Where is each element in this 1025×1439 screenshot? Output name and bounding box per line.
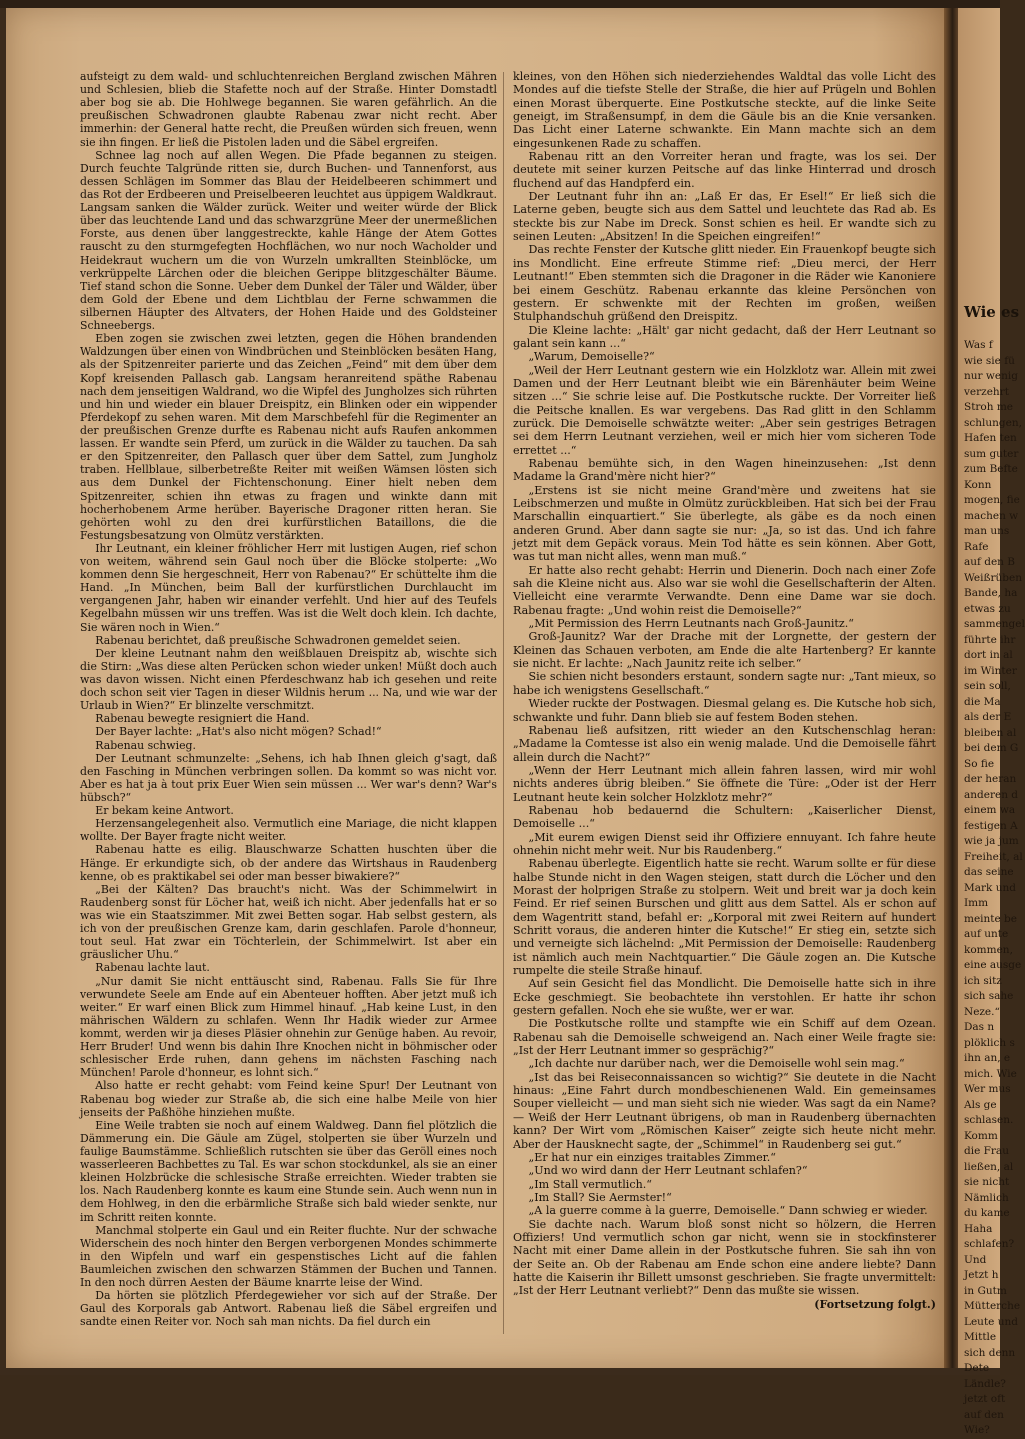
- next-page-line: die Ma: [964, 695, 1001, 708]
- next-page-line: eine ausge: [964, 959, 1022, 971]
- paragraph: „Mit Permission des Herrn Leutnants nach Groß-Jaunitz.“: [528, 617, 854, 631]
- paragraph: Ihr Leutnant, ein kleiner fröhlicher Herr mit lustigen Augen, rief schon von weitem, während sein Gaul noch über die Blöcke stolperte: „Wo kommen denn Sie hergeschneit, Herr von Rabenau?“ Er schüttelte ihm die Hand. „In München, beim Ball der kurfürstlichen Durchlaucht im vergangenen Jahr, haben wir einander verfehlt. Und hier auf des Teufels Kegelbahn müssen wir uns treffen. Was ist die Welt doch klein. Ich dachte, Sie wären noch in Wien.“: [80, 541, 497, 634]
- next-page-line: sich denn: [964, 1346, 1016, 1359]
- paragraph: „Im Stall vermutlich.“: [528, 1177, 652, 1191]
- next-page-line: Nämlich: [964, 1191, 1009, 1204]
- next-page-line: auf den B: [964, 556, 1015, 568]
- next-page-line: Neze.“: [964, 1005, 1000, 1018]
- next-page-line: verzehrt: [964, 385, 1009, 398]
- next-page-line: in Gutm: [964, 1284, 1007, 1297]
- paragraph: „Weil der Herr Leutnant gestern wie ein Holzklotz war. Allein mit zwei Damen und der Herr Leutnant bleibt wie ein Bärenhäuter beim Weine sitzen ...“ Sie schrie leise auf. Die Postkutsche ruckte. Der Vorreiter ließ die Peitsche knallen. Es war vergebens. Das Rad glitt in den Schlamm zurück. Die Demoiselle schwätzte weiter: „Aber sein gestriges Betragen sei dem Herrn Leutnant verziehen, weil er mich hier vom sicheren Tode errettet ...“: [513, 363, 936, 457]
- paragraph: Der Leutnant schmunzelte: „Sehens, ich hab Ihnen gleich g'sagt, daß den Fasching in München verbringen sollen. Da kommt so was nicht vor. Aber es hat ja à tout prix Euer Wien sein müssen ... Wer war's denn? War's hübsch?“: [80, 751, 497, 805]
- paragraph: Rabenau hob bedauernd die Schultern: „Kaiserlicher Dienst, Demoiselle ...“: [513, 803, 936, 831]
- next-page-line: die Frau: [964, 1145, 1009, 1157]
- next-page-line: plöklich s: [964, 1036, 1015, 1049]
- paragraph: Der kleine Leutnant nahm den weißblauen Dreispitz ab, wischte sich die Stirn: „Was diese alten Perücken schon wieder unken! Müßt doch auch was davon wissen. Nicht einen Pferdeschwanz hab ich gesehen und reite doch schon seit vier Tagen in dieser Wildnis herum ... Na, und wie war der Urlaub in Wien?“ Er blinzelte verschmitzt.: [80, 646, 497, 713]
- paragraph: Rabenau überlegte. Eigentlich hatte sie recht. Warum sollte er für diese halbe Stunde nicht in den Wagen steigen, statt durch die Löcher und den Morast der holprigen Straße zu stolpern. Weit und breit war ja doch kein Feind. Er rief seinen Burschen und glitt aus dem Sattel. Als er schon auf dem Wagentritt stand, befahl er: „Korporal mit zwei Reitern auf hundert Schritt voraus, die anderen hinter die Kutsche!“ Er stieg ein, setzte sich und verneigte sich lächelnd: „Mit Permission der Demoiselle: Raudenberg ist nämlich auch mein Nachtquartier.“ Die Gäule zogen an. Die Kutsche rumpelte die steile Straße hinauf.: [513, 857, 936, 978]
- right-column: [513, 70, 936, 1311]
- paragraph: „A la guerre comme à la guerre, Demoiselle.“ Dann schwieg er wieder.: [528, 1204, 928, 1218]
- paragraph: Rabenau schwieg.: [95, 738, 196, 752]
- next-page-line: Das n: [964, 1021, 995, 1033]
- next-page-line: Leute und: [964, 1315, 1018, 1328]
- paragraph: „Nur damit Sie nicht enttäuscht sind, Rabenau. Falls Sie für Ihre verwundete Seele am Ende auf ein Abenteuer hofften. Aber jetzt muß ich weiter.“ Er warf einen Blick zum Himmel hinauf. „Hab keine Lust, in den mährischen Wäldern zu schlafen. Wenn Ihr Hadik wieder zur Armee kommt, werden wir ja dieses Pläsier ohnehin zur Genüge haben. Au revoir, Herr Bruder! Und wenn bis dahin Ihre Knochen nicht in böhmischer oder schlesischer Erde ruhen, dann gehens im nächsten Fasching nach München! Parole d'honneur, es lohnt sich.“: [80, 974, 497, 1080]
- paragraph: Das rechte Fenster der Kutsche glitt nieder. Ein Frauenkopf beugte sich ins Mondlicht. Eine erfreute Stimme rief: „Dieu merci, der Herr Leutnant!“ Eben stemmten sich die Dragoner in die Räder wie Kanoniere bei einem Geschütz. Rabenau erkannte das kleine Persönchen von gestern. Er schwenkte mit der Rechten im großen, weißen Stulphandschuh grüßend den Dreispitz.: [513, 243, 936, 324]
- column-divider: [503, 72, 504, 1334]
- paragraph: Eben zogen sie zwischen zwei letzten, gegen die Höhen brandenden Waldzungen über einen von Windbrüchen und Steinblöcken besäten Hang, als der Spitzenreiter parierte und das Zeichen „Feind“ mit dem über dem Kopf kreisenden Pallasch gab. Langsam heranreitend späthe Rabenau nach dem jenseitigen Waldrand, wo die Wipfel des Jungholzes sich rührten und hin und wieder ein blauer Dreispitz, ein Blinken oder ein wippender Pferdekopf zu sehen waren. Mit dem Marschbefehl für die Regimenter an der preußischen Grenze durfte es Rabenau nicht aufs Raufen ankommen lassen. Er wandte sein Pferd, um zurück in die Wälder zu tauchen. Da sah er den Spitzenreiter, den Pallasch quer über dem Sattel, zum Jungholz traben. Hellblaue, silberbetreßte Reiter mit weißen Wämsen lösten sich aus dem Dunkel der Fichtenschonung. Einer hielt neben dem Spitzenreiter, schien ihn etwas zu fragen und winkte dann mit hocherhobenem Arme herüber. Bayerische Dragoner ritten heran. Sie gehörten wohl zu den drei kurfürstlichen Bataillons, die die Festungsbesatzung von Olmütz verstärkten.: [80, 332, 497, 542]
- next-page-line: führte ihr: [964, 633, 1016, 646]
- left-column: [80, 70, 497, 1329]
- next-page-line: Rafe: [964, 540, 989, 553]
- next-page-line: So fie: [964, 757, 995, 770]
- paragraph: Herzensangelegenheit also. Vermutlich eine Mariage, die nicht klappen wollte. Der Bayer fragte nicht weiter.: [80, 817, 497, 844]
- next-page-line: Freiheit, al: [964, 850, 1023, 863]
- next-page-heading: Wie es: [964, 303, 1020, 321]
- next-page-line: etwas zu: [964, 602, 1011, 615]
- next-page-line: jetzt oft: [964, 1393, 1006, 1405]
- next-page-line: wie ja jum: [964, 835, 1019, 847]
- next-page-line: ihn an, e: [964, 1052, 1011, 1064]
- next-page-line: einem wa: [964, 804, 1016, 816]
- paragraph: Die Postkutsche rollte und stampfte wie ein Schiff auf dem Ozean. Rabenau sah die Demoiselle schweigend an. Nach einer Weile fragte sie: „Ist der Herr Leutnant immer so gesprächig?“: [513, 1017, 936, 1058]
- next-page-line: Mittle: [964, 1331, 997, 1343]
- paragraph: „Bei der Kälten? Das braucht's nicht. Was der Schimmelwirt in Raudenberg sonst für Löcher hat, weiß ich nicht. Aber jedenfalls hat er so was wie ein Staatszimmer. Mit zwei Betten sogar. Hab selbst gestern, als ich von der preußischen Grenze kam, darin geschlafen. Parole d'honneur, tout seul. Hat zwar ein Töchterlein, der Schimmelwirt. Ist aber ein gräuslicher Uhu.“: [80, 882, 497, 962]
- next-page-line: mich. Wie: [964, 1067, 1017, 1080]
- next-page-line: als der E: [964, 711, 1012, 723]
- next-page-line: wie sie fü: [964, 354, 1015, 367]
- next-page-line: Dete: [964, 1362, 990, 1374]
- paragraph: Rabenau ritt an den Vorreiter heran und fragte, was los sei. Der deutete mit seiner kurzen Peitsche auf das linke Hinterrad und drosch fluchend auf das Handpferd ein.: [513, 150, 936, 190]
- next-page-line: schlungen,: [964, 416, 1022, 429]
- next-page-line: Wer mus: [964, 1083, 1011, 1095]
- next-page-line: mogen, fie: [964, 494, 1020, 506]
- paragraph: „Warum, Demoiselle?“: [528, 350, 655, 364]
- paragraph: aufsteigt zu dem wald- und schluchtenreichen Bergland zwischen Mähren und Schlesien, blieb die Stafette noch auf der Straße. Hinter Domstadtl aber bog sie ab. Die Hohlwege begannen. Sie waren gefährlich. An die preußischen Schwadronen glaubte Rabenau zwar nicht recht. Aber immerhin: der General hatte recht, die Preußen würden sich freuen, wenn sie ihn fingen. Er ließ die Pistolen laden und die Säbel ergreifen.: [80, 70, 497, 149]
- next-page-line: man uns: [964, 525, 1010, 537]
- paragraph: Rabenau bewegte resigniert die Hand.: [95, 712, 310, 726]
- next-page-line: bleiben al: [964, 726, 1017, 739]
- next-page-line: Hafen ten: [964, 432, 1017, 444]
- paragraph: Eine Weile trabten sie noch auf einem Waldweg. Dann fiel plötzlich die Dämmerung ein. Die Gäule am Zügel, stolperten sie über Wurzeln und faulige Baumstämme. Schließlich rutschten sie über das Geröll eines noch wasserleeren Bachbettes zu Tal. Es war schon stockdunkel, als sie an einer kleinen Holzbrücke die schlesische Straße erreichten. Wieder trabten sie los. Nach Raudenberg konnte es kaum eine Stunde sein. Auch wenn nun in dem Hohlweg, in den die erbärmliche Straße sich bald wieder senkte, nur im Schritt reiten konnte.: [80, 1118, 497, 1224]
- next-page-line: nur wenig: [964, 370, 1018, 382]
- next-page-line: sum guter: [964, 447, 1019, 460]
- paragraph: „Im Stall? Sie Aermster!“: [528, 1190, 672, 1204]
- paragraph: Er bekam keine Antwort.: [95, 804, 234, 818]
- paragraph: Die Kleine lachte: „Hält' gar nicht gedacht, daß der Herr Leutnant so galant sein kann ...“: [513, 323, 936, 350]
- paragraph: Der Bayer lachte: „Hat's also nicht mögen? Schad!“: [95, 725, 382, 739]
- next-page-line: der heran: [964, 773, 1017, 785]
- paragraph: Rabenau bemühte sich, in den Wagen hineinzusehen: „Ist denn Madame la Grand'mère nicht hier?“: [513, 456, 936, 484]
- paragraph: „Mit eurem ewigen Dienst seid ihr Offiziere ennuyant. Ich fahre heute ohnehin nicht mehr weit. Nur bis Raudenberg.“: [513, 830, 936, 857]
- next-page-line: meinte be: [964, 912, 1017, 925]
- next-page-line: sich sahe: [964, 990, 1014, 1002]
- next-page-line: Wie?: [964, 1424, 990, 1436]
- paragraph: Rabenau ließ aufsitzen, ritt wieder an den Kutschenschlag heran: „Madame la Comtesse ist also ein wenig malade. Und die Demoiselle fährt allein durch die Nacht?“: [513, 723, 936, 764]
- paragraph: „Ich dachte nur darüber nach, wer die Demoiselle wohl sein mag.“: [528, 1057, 905, 1071]
- paragraph: Manchmal stolperte ein Gaul und ein Reiter fluchte. Nur der schwache Widerschein des noch hinter den Bergen verborgenen Mondes schimmerte in den Wipfeln und warf ein gespenstisches Licht auf die fahlen Baumleichen zwischen den schwarzen Stämmen der Buchen und Tannen. In den noch dürren Aesten der Bäume knarrte leise der Wind.: [80, 1223, 497, 1290]
- next-page-line: du kame: [964, 1207, 1010, 1219]
- next-page-line: Als ge: [964, 1098, 997, 1111]
- paragraph: Rabenau lachte laut.: [95, 961, 210, 975]
- next-page-line: Ländle?: [964, 1377, 1006, 1390]
- paragraph: Schnee lag noch auf allen Wegen. Die Pfade begannen zu steigen. Durch feuchte Talgründe ritten sie, durch Buchen- und Tannenforst, aus dessen Schlägen im Sommer das Blau der Heidelbeeren schimmert und das Rot der Erdbeeren und Preiselbeeren leuchtet aus üppigem Waldkraut. Langsam sanken die Wälder zurück. Weiter und weiter würde der Blick über das leuchtende Land und das schwarzgrüne Meer der unermeßlichen Forste, aus denen über langgestreckte, kahle Hänge der Atem Gottes rauscht zu den sturmgefegten Hochflächen, wo nur noch Wacholder und Heidekraut wuchern um die von Wurzeln umkrallten Steinblöcke, um verkrüppelte Lärchen oder die bleichen Gerippe blitzgeschälter Bäume. Tief stand schon die Sonne. Ueber dem Dunkel der Täler und Wälder, über dem Gold der Ebene und dem Lichtblau der Ferne schwammen die silbernen Häupter des Altvaters, der Hohen Haide und des Goldsteiner Schneebergs.: [80, 148, 498, 333]
- paragraph: „Und wo wird dann der Herr Leutnant schlafen?“: [528, 1164, 808, 1178]
- paragraph: Auf sein Gesicht fiel das Mondlicht. Die Demoiselle hatte sich in ihre Ecke geschmiegt. Sie beobachtete ihn verstohlen. Er hatte ihr schon gestern gefallen. Noch ehe sie wußte, wer er war.: [513, 977, 936, 1018]
- next-page-line: Konn: [964, 478, 992, 491]
- next-page-line: Bande, ha: [964, 587, 1018, 599]
- next-page-line: Haha: [964, 1222, 993, 1235]
- next-page-line: schlasen.: [964, 1114, 1014, 1126]
- next-page-line: machen w: [964, 509, 1019, 522]
- next-page-line: Jetzt h: [964, 1269, 999, 1281]
- next-page-line: Stroh me: [964, 401, 1014, 413]
- next-page-line: Und: [964, 1253, 987, 1266]
- paragraph: Rabenau berichtet, daß preußische Schwadronen gemeldet seien.: [95, 633, 461, 647]
- next-page-line: anderen d: [964, 788, 1019, 801]
- next-page-line: kommen,: [964, 943, 1013, 956]
- next-page-line: auf unte: [964, 928, 1009, 940]
- next-page-line: zum Befte: [964, 463, 1018, 475]
- paragraph: Rabenau hatte es eilig. Blauschwarze Schatten huschten über die Hänge. Er erkundigte sich, ob der andere das Wirtshaus in Raudenberg kenne, ob es praktikabel sei oder man besser biwakiere?“: [80, 843, 497, 883]
- next-page-line: sie nicht: [964, 1176, 1010, 1188]
- paragraph: „Ist das bei Reiseconnaissancen so wichtig?“ Sie deutete in die Nacht hinaus: „Eine Fahrt durch mondbeschienenen Wald. Ein gemeinsames Souper vielleicht — und man sieht sich nie wieder. Was sagt da ein Name? — Weiß der Herr Leutnant übrigens, ob man in Raudenberg übernachten kann? Der Wirt vom „Römischen Kaiser“ zeigte sich heute nicht mehr. Aber der Hausknecht sagte, der „Schimmel“ in Raudenberg sei gut.“: [513, 1070, 936, 1151]
- next-page-line: Mütterche: [964, 1300, 1021, 1312]
- next-page-line: festigen A: [964, 819, 1018, 832]
- next-page-line: ließen, al: [964, 1160, 1014, 1173]
- paragraph: „Wenn der Herr Leutnant mich allein fahren lassen, wird mir wohl nichts anderes übrig bleiben.“ Sie öffnete die Türe: „Oder ist der Herr Leutnant heute kein solcher Holzklotz mehr?“: [513, 763, 936, 804]
- top-shadow: [0, 0, 1000, 8]
- next-page-line: ich sitz: [964, 974, 1002, 987]
- next-page-line: Was f: [964, 339, 993, 351]
- next-page-line: Imm: [964, 897, 989, 909]
- next-page-line: Mark und: [964, 881, 1016, 894]
- paragraph: Also hatte er recht gehabt: vom Feind keine Spur! Der Leutnant von Rabenau bog wieder zur Straße ab, die sich eine halbe Meile von hier jenseits der Paßhöhe hinziehen mußte.: [80, 1079, 497, 1119]
- paragraph: Er hatte also recht gehabt: Herrin und Dienerin. Doch nach einer Zofe sah die Kleine nicht aus. Also war sie wohl die Gesellschafterin der Alten. Vielleicht eine verarmte Verwandte. Denn eine Dame war sie doch. Rabenau fragte: „Und wohin reist die Demoiselle?“: [513, 563, 936, 617]
- paragraph: Der Leutnant fuhr ihn an: „Laß Er das, Er Esel!“ Er ließ sich die Laterne geben, beugte sich aus dem Sattel und leuchtete das Rad ab. Es steckte bis zur Nabe im Dreck. Sonst schien es heil. Er wandte sich zu seinen Leuten: „Absitzen! In die Speichen eingreifen!“: [513, 190, 936, 244]
- next-page-line: dort in al: [964, 649, 1013, 661]
- next-page-line: auf den: [964, 1408, 1004, 1421]
- paragraph: Sie schien nicht besonders erstaunt, sondern sagte nur: „Tant mieux, so habe ich wenigstens Gesellschaft.“: [513, 670, 936, 697]
- paragraph: Wieder ruckte der Postwagen. Diesmal gelang es. Die Kutsche hob sich, schwankte und fuhr. Dann blieb sie auf festem Boden stehen.: [513, 697, 936, 724]
- book-gutter: [944, 8, 958, 1368]
- paragraph: Da hörten sie plötzlich Pferdegewieher vor sich auf der Straße. Der Gaul des Korporals gab Antwort. Rabenau ließ die Säbel ergreifen und sandte einen Reiter vor. Noch sah man nichts. Da fiel durch ein: [80, 1289, 497, 1329]
- next-page-edge: [958, 8, 1025, 1436]
- next-page-line: Komm: [964, 1129, 998, 1142]
- next-page-line: im Winter: [964, 664, 1017, 677]
- paragraph: Groß-Jaunitz? War der Drache mit der Lorgnette, der gestern der Kleinen das Schauen verboten, am Ende die alte Hartenberg? Er kannte sie nicht. Er lachte: „Nach Jaunitz reite ich selber.“: [513, 630, 936, 671]
- next-page-line: das seine: [964, 866, 1014, 878]
- paragraph: „Erstens ist sie nicht meine Grand'mère und zweitens hat sie Leibschmerzen und mußte in Olmütz zurückbleiben. Hat sich bei der Frau Marschallin einquartiert.“ Sie überlegte, als gäbe es da noch einen anderen Grund. Aber dann sagte sie nur: „Ja, so ist das. Und ich fahre jetzt mit dem Gepäck voraus. Mein Tod hätte es sein können. Aber Gott, was tut man nicht alles, wenn man muß.“: [513, 483, 936, 564]
- paragraph: „Er hat nur ein einziges traitables Zimmer.“: [528, 1150, 776, 1164]
- paragraph: Sie dachte nach. Warum bloß sonst nicht so hölzern, die Herren Offiziers! Und vermutlich schon gar nicht, wenn sie in stockfinsterer Nacht mit einer Dame allein in der Postkutsche fuhren. Sie sah ihn von der Seite an. Ob der Rabenau am Ende schon eine andere liebte? Dann hatte die Kaiserin ihr Billett umsonst geschrieben. Sie fragte unvermittelt: „Ist der Herr Leutnant verliebt?“ Denn das mußte sie wissen.: [513, 1217, 936, 1298]
- next-page-line: Weißrüben: [964, 571, 1023, 584]
- paragraph: kleines, von den Höhen sich niederziehendes Waldtal das volle Licht des Mondes auf die tiefste Stelle der Straße, die hier auf Prügeln und Bohlen einen Morast überquerte. Eine Postkutsche steckte, auf die linke Seite geneigt, im Straßensumpf, in dem die Gäule bis an die Knie versanken. Das Licht einer Laterne schwankte. Ein Mann machte sich an dem eingesunkenen Rade zu schaffen.: [513, 70, 936, 150]
- next-page-line: schlafen?: [964, 1238, 1015, 1250]
- next-page-line: bei dem G: [964, 742, 1019, 754]
- next-page-lines: [964, 338, 1025, 1439]
- next-page-line: sammengel: [964, 618, 1025, 630]
- continuation-note: (Fortsetzung folgt.): [814, 1297, 936, 1311]
- next-page-line: sein soll,: [964, 680, 1011, 692]
